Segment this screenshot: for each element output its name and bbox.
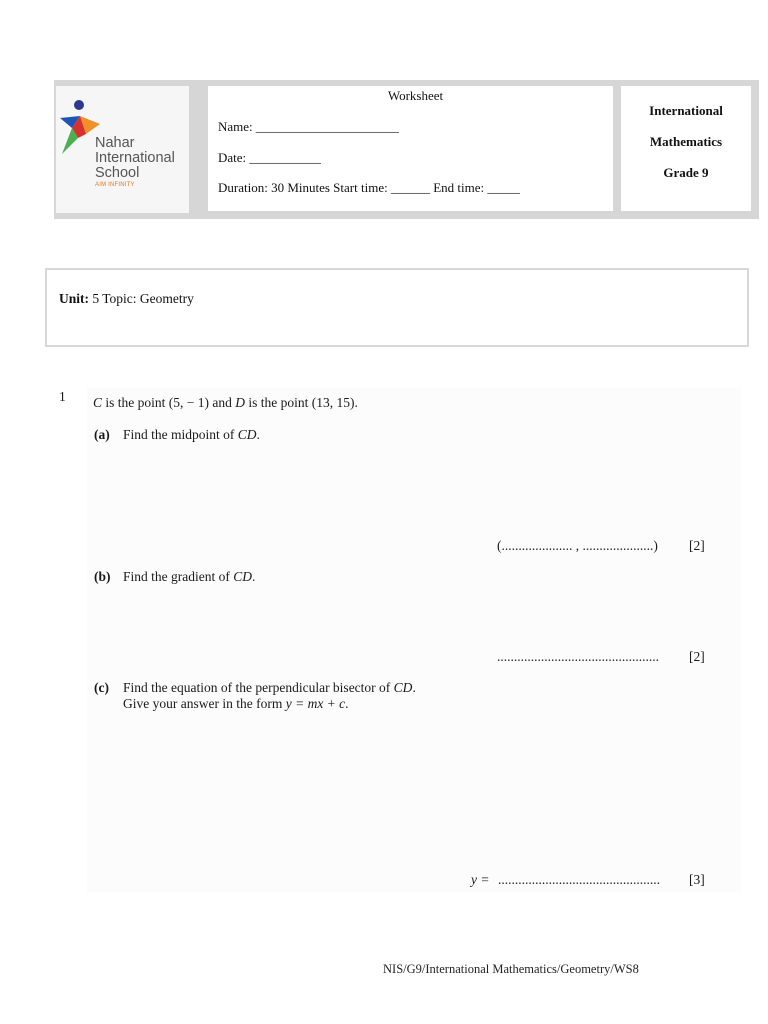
part-a-answer-line[interactable]: (..................... , .....................) [497, 538, 658, 553]
unit-topic-text: 5 Topic: Geometry [89, 291, 194, 306]
stem-text-1: is the point (5, − 1) and [102, 395, 236, 410]
question-stem [93, 395, 358, 411]
unit-label: Unit: [59, 291, 89, 306]
logo-text-school: School [95, 165, 140, 181]
part-a-marks: [2] [689, 538, 705, 553]
part-c-answer-line[interactable]: ................................................ [498, 872, 660, 887]
logo-tagline: AIM INFINITY [95, 182, 135, 188]
stem-text-2: is the point (13, 15). [245, 395, 358, 410]
part-a-var: CD [237, 427, 257, 442]
part-b-marks: [2] [689, 649, 705, 664]
part-c-label: (c) [94, 680, 109, 695]
point-c: C [93, 395, 103, 410]
footer-code: NIS/G9/International Mathematics/Geometry/WS8 [383, 962, 639, 976]
part-b-var: CD [233, 569, 252, 584]
part-b-prompt: Find the gradient of [123, 569, 234, 584]
part-a-end: . [256, 427, 260, 442]
part-c-instruction: Give your answer in the form [123, 696, 286, 711]
date-field: Date: ___________ [218, 150, 321, 165]
part-a-text [123, 427, 260, 443]
worksheet-title: Worksheet [387, 88, 444, 103]
unit-topic [59, 291, 194, 307]
question-number: 1 [59, 389, 66, 404]
name-field: Name: ______________________ [218, 119, 399, 134]
part-c-prompt: Find the equation of the perpendicular bisector of [123, 680, 394, 695]
question-area [87, 388, 741, 892]
part-c-text [123, 680, 416, 696]
part-c-var: CD [393, 680, 413, 695]
unit-box [45, 268, 749, 347]
subject-grade: Grade 9 [663, 165, 709, 180]
point-d: D [235, 395, 245, 410]
part-b-answer-line[interactable]: ................................................ [497, 649, 659, 664]
subject-international: International [649, 103, 723, 118]
logo-text-nahar: Nahar [95, 135, 135, 151]
part-c-marks: [3] [689, 872, 705, 887]
part-c-form: y = mx + c [285, 696, 346, 711]
part-c-end: . [412, 680, 416, 695]
logo-head [74, 100, 84, 110]
duration-line: Duration: 30 Minutes Start time: ______ End time: _____ [218, 180, 520, 195]
logo-text-international: International [95, 150, 175, 166]
part-b-label: (b) [94, 569, 111, 584]
part-b-text [123, 569, 255, 585]
part-a-prompt: Find the midpoint of [123, 427, 238, 442]
part-a-label: (a) [94, 427, 110, 442]
part-c-form-end: . [345, 696, 349, 711]
part-c-text-line2 [123, 696, 349, 712]
subject-mathematics: Mathematics [649, 134, 723, 149]
part-c-answer-prefix: y = [471, 872, 490, 887]
part-b-end: . [252, 569, 256, 584]
